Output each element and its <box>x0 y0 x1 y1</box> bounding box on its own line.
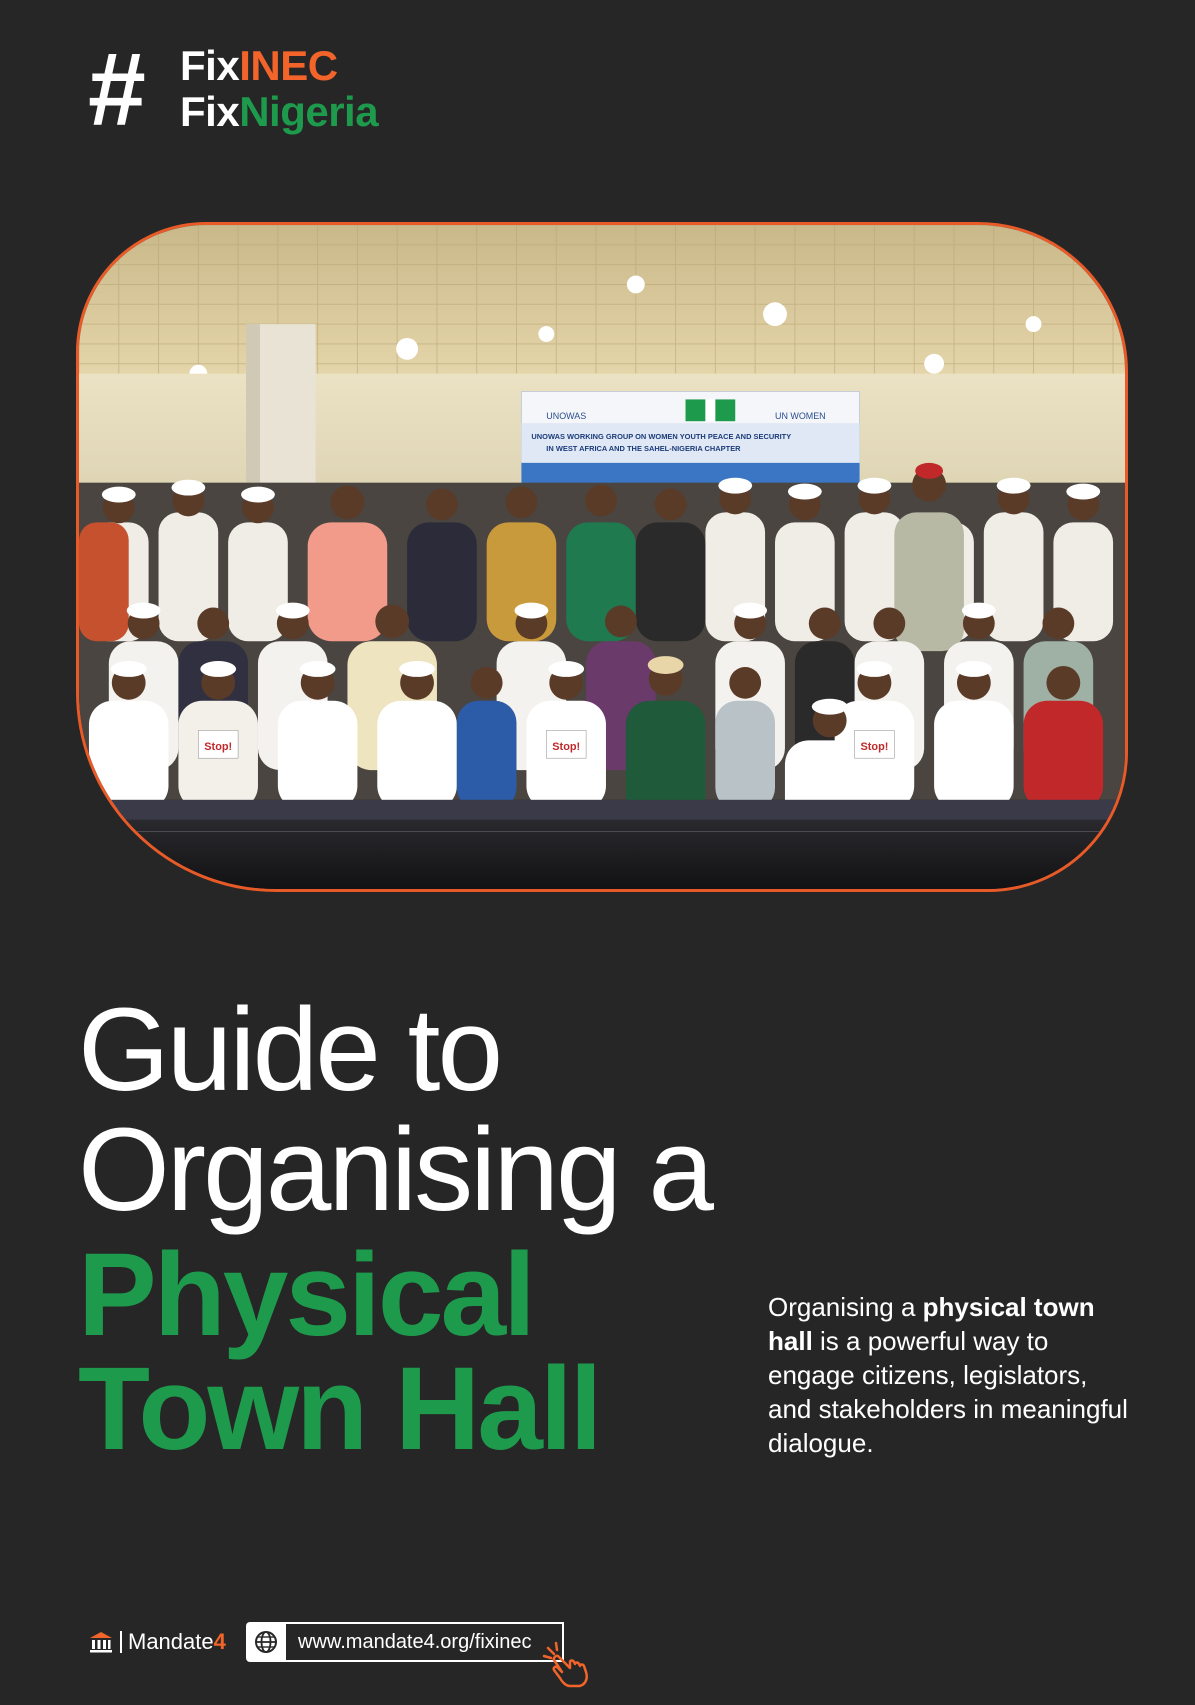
logo-line-fixnigeria <box>180 90 378 134</box>
brand-word: Mandate <box>128 1629 214 1654</box>
banner-text-unowas: UNOWAS <box>546 411 587 422</box>
title-line-physical: Physical <box>78 1229 533 1361</box>
logo-inec: INEC <box>239 42 338 89</box>
page-title <box>78 984 838 1475</box>
logo-fix-1: Fix <box>180 42 240 89</box>
logo-nigeria: Nigeria <box>239 88 379 135</box>
sign-stop-1: Stop! <box>204 741 233 754</box>
globe-icon <box>246 1622 286 1662</box>
website-url[interactable]: www.mandate4.org/fixinec <box>286 1622 564 1662</box>
intro-text-1: Organising a <box>768 1292 923 1322</box>
bank-building-icon <box>88 1630 114 1654</box>
sign-stop-2: Stop! <box>552 741 581 754</box>
banner-text-chapter: IN WEST AFRICA AND THE SAHEL-NIGERIA CHAPTER <box>546 443 741 453</box>
pointer-hand-icon <box>540 1640 596 1688</box>
logo-line-fixinec <box>180 44 338 88</box>
title-line-organising: Organising a <box>78 1104 712 1236</box>
sign-stop-3: Stop! <box>860 741 889 754</box>
logo-fix-2: Fix <box>180 88 240 135</box>
banner-text-working-group: UNOWAS WORKING GROUP ON WOMEN YOUTH PEACE AND SECURITY <box>531 432 792 442</box>
group-photo <box>76 222 1128 892</box>
logo-hash: # <box>88 32 142 148</box>
brand-number: 4 <box>213 1629 226 1654</box>
mandate4-brand <box>88 1626 226 1658</box>
banner-text-unwomen: UN WOMEN <box>775 411 826 422</box>
title-line-town-hall: Town Hall <box>78 1343 600 1475</box>
title-line-guide-to: Guide to <box>78 984 501 1116</box>
group-photo-illustration <box>79 225 1125 889</box>
fixinec-logo <box>88 32 428 148</box>
intro-text-2: is a powerful way to engage citizens, legislators, and stakeholders in meaningful dialogue. <box>768 1326 1128 1458</box>
intro-text-bold: physical town hall <box>768 1292 1095 1356</box>
intro-paragraph <box>768 1290 1128 1460</box>
brand-name <box>120 1631 226 1653</box>
website-link[interactable] <box>246 1622 564 1662</box>
